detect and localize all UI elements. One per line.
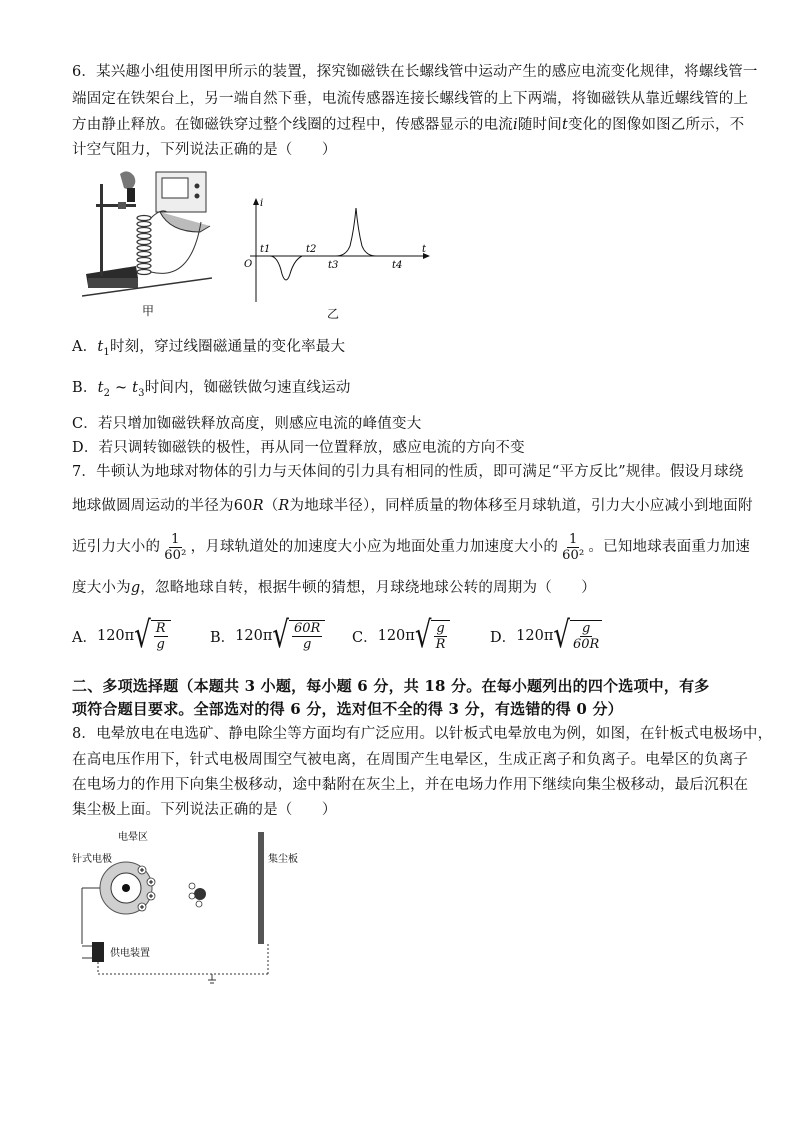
q7-option-d-coef: 120π — [516, 628, 554, 644]
graph-axis-t: t — [422, 244, 427, 255]
q7-line-2-r: R — [252, 498, 264, 514]
q7-line-4-a: 度大小为 — [72, 580, 131, 596]
q7-option-d-num: g — [581, 621, 591, 636]
label-corona-region: 电晕区 — [118, 832, 148, 843]
section-2-heading-line-1: 二、多项选择题（本题共 3 小题，每小题 6 分，共 18 分。在每小题列出的四个选项中，有多 — [72, 677, 710, 695]
q8-line-3: 在电场力的作用下向集尘极移动，途中黏附在灰尘上，并在电场力作用下继续向集尘极移动，最后沉积在 — [72, 777, 749, 793]
q6-option-b-sub1: 2 — [103, 387, 111, 399]
q6-option-a-label: A． — [72, 339, 98, 355]
fraction-1-over-60sq-2 — [560, 532, 586, 563]
q6-line-3-b: 随时间 — [517, 117, 562, 133]
q7-option-c-coef: 120π — [377, 628, 415, 644]
q7-line-4 — [72, 578, 596, 598]
q6-option-b-var2: t — [132, 380, 139, 396]
q7-option-a-num: R — [155, 621, 166, 636]
var-g: g — [130, 580, 141, 596]
q7-line-2-paren: （ — [263, 498, 279, 514]
q7-option-b[interactable] — [210, 615, 325, 657]
fraction-denominator: 60² — [562, 547, 585, 563]
sqrt-icon: √ $\frac{g}{R}$ — [415, 620, 450, 652]
figure-yi-current-graph — [236, 194, 432, 306]
var-i: i — [513, 117, 518, 133]
q8-line-2: 在高电压作用下，针式电极周围空气被电离，在周围产生电晕区，生成正离子和负离子。电晕区的负离子 — [72, 752, 749, 768]
q7-line-2-r2: R — [278, 498, 290, 514]
q7-line-3 — [72, 530, 750, 564]
q7-option-c-num: g — [436, 621, 445, 636]
var-t: t — [561, 117, 568, 133]
fraction-denominator: 60² — [164, 547, 187, 563]
graph-t2: t2 — [306, 244, 317, 255]
q7-option-d-den: 60R — [572, 637, 600, 652]
q7-option-b-num: 60R — [293, 621, 321, 636]
q7-line-1: 7．牛顿认为地球对物体的引力与天体间的引力具有相同的性质，即可满足“平方反比”规律。假设月球绕 — [72, 464, 744, 480]
q7-option-b-coef: 120π — [235, 628, 273, 644]
q6-line-3-a: 方由静止释放。在铷磁铁穿过整个线圈的过程中，传感器显示的电流 — [72, 117, 513, 133]
q6-option-b-label: B． — [72, 380, 98, 396]
label-power-supply: 供电装置 — [110, 948, 150, 959]
q7-option-c-label: C． — [352, 629, 378, 646]
figure-jia-apparatus — [82, 166, 212, 316]
q7-option-d[interactable] — [490, 615, 602, 657]
label-collector-plate: 集尘板 — [268, 854, 298, 865]
q6-option-d[interactable]: D．若只调转铷磁铁的极性，再从同一位置释放，感应电流的方向不变 — [72, 440, 525, 456]
q7-line-2 — [72, 496, 753, 516]
q6-option-b-text: 时间内，铷磁铁做匀速直线运动 — [144, 380, 351, 396]
q6-option-a[interactable] — [72, 337, 345, 363]
q7-line-2-num: 60 — [233, 498, 253, 514]
q6-option-c[interactable]: C．若只增加铷磁铁释放高度，则感应电流的峰值变大 — [72, 416, 422, 432]
graph-t1: t1 — [260, 244, 271, 255]
q6-option-b[interactable] — [72, 378, 351, 404]
sqrt-icon: √ $\frac{R}{g}$ — [134, 620, 170, 652]
figure-yi-label: 乙 — [327, 307, 340, 321]
figure-corona-discharge — [72, 826, 372, 986]
q6-option-a-text: 时刻，穿过线圈磁通量的变化率最大 — [109, 339, 346, 355]
q6-option-b-sep: ~ — [110, 380, 133, 396]
sqrt-icon: √ $\frac{60R}{g}$ — [272, 620, 325, 652]
section-2-heading-line-2: 项符合题目要求。全部选对的得 6 分，选对但不全的得 3 分，有选错的得 0 分） — [72, 700, 623, 718]
fraction-numerator: 1 — [171, 531, 180, 547]
q6-option-a-sub: 1 — [103, 346, 110, 358]
q6-option-b-var1: t — [97, 380, 104, 396]
q6-line-1: 6．某兴趣小组使用图甲所示的装置，探究铷磁铁在长螺线管中运动产生的感应电流变化规律，将螺线管一 — [72, 64, 758, 80]
fraction-1-over-60sq — [162, 532, 188, 563]
q6-line-2: 端固定在铁架台上，另一端自然下垂，电流传感器连接长螺线管的上下两端，将铷磁铁从靠近螺线管的上 — [72, 91, 749, 107]
q6-line-3-c: 变化的图像如图乙所示，不 — [567, 117, 745, 133]
q7-option-d-label: D． — [490, 629, 517, 646]
q6-line-3 — [72, 115, 744, 135]
q7-line-3-c: 。已知地球表面重力加速 — [588, 539, 751, 555]
label-needle-electrode: 针式电极 — [72, 854, 112, 865]
q7-line-3-b: ，月球轨道处的加速度大小应为地面处重力加速度大小的 — [190, 539, 559, 555]
q7-line-2-a: 地球做圆周运动的半径为 — [72, 498, 234, 514]
sqrt-icon: √ $\frac{g}{60R}$ — [553, 620, 602, 652]
q6-option-a-var: t — [97, 339, 104, 355]
q6-option-b-sub2: 3 — [138, 387, 145, 399]
graph-t3: t3 — [328, 260, 339, 271]
q7-option-b-den: g — [302, 637, 312, 652]
q7-option-b-label: B． — [210, 629, 236, 646]
q7-option-a-coef: 120π — [96, 628, 135, 644]
q8-line-4: 集尘极上面。下列说法正确的是（ ） — [72, 802, 337, 818]
q7-option-a-label: A． — [72, 629, 97, 646]
q7-line-4-b: ，忽略地球自转，根据牛顿的猜想，月球绕地球公转的周期为（ ） — [140, 580, 596, 596]
q7-option-a[interactable] — [72, 615, 171, 657]
q8-line-1: 8．电晕放电在电选矿、静电除尘等方面均有广泛应用。以针板式电晕放电为例，如图，在针板式电极场中， — [72, 726, 773, 742]
fraction-numerator: 1 — [569, 531, 578, 547]
figure-jia-label: 甲 — [142, 304, 155, 318]
graph-axis-i: i — [260, 198, 264, 209]
q7-line-3-a: 近引力大小的 — [72, 539, 161, 555]
q7-option-a-den: g — [156, 637, 165, 652]
q7-option-c[interactable] — [352, 615, 450, 657]
graph-origin: O — [244, 259, 253, 270]
graph-t4: t4 — [392, 260, 403, 271]
q6-line-4: 计空气阻力，下列说法正确的是（ ） — [72, 142, 337, 158]
q7-option-c-den: R — [435, 637, 446, 652]
q7-line-2-rest: 为地球半径），同样质量的物体移至月球轨道，引力大小应减小到地面附 — [289, 498, 753, 514]
